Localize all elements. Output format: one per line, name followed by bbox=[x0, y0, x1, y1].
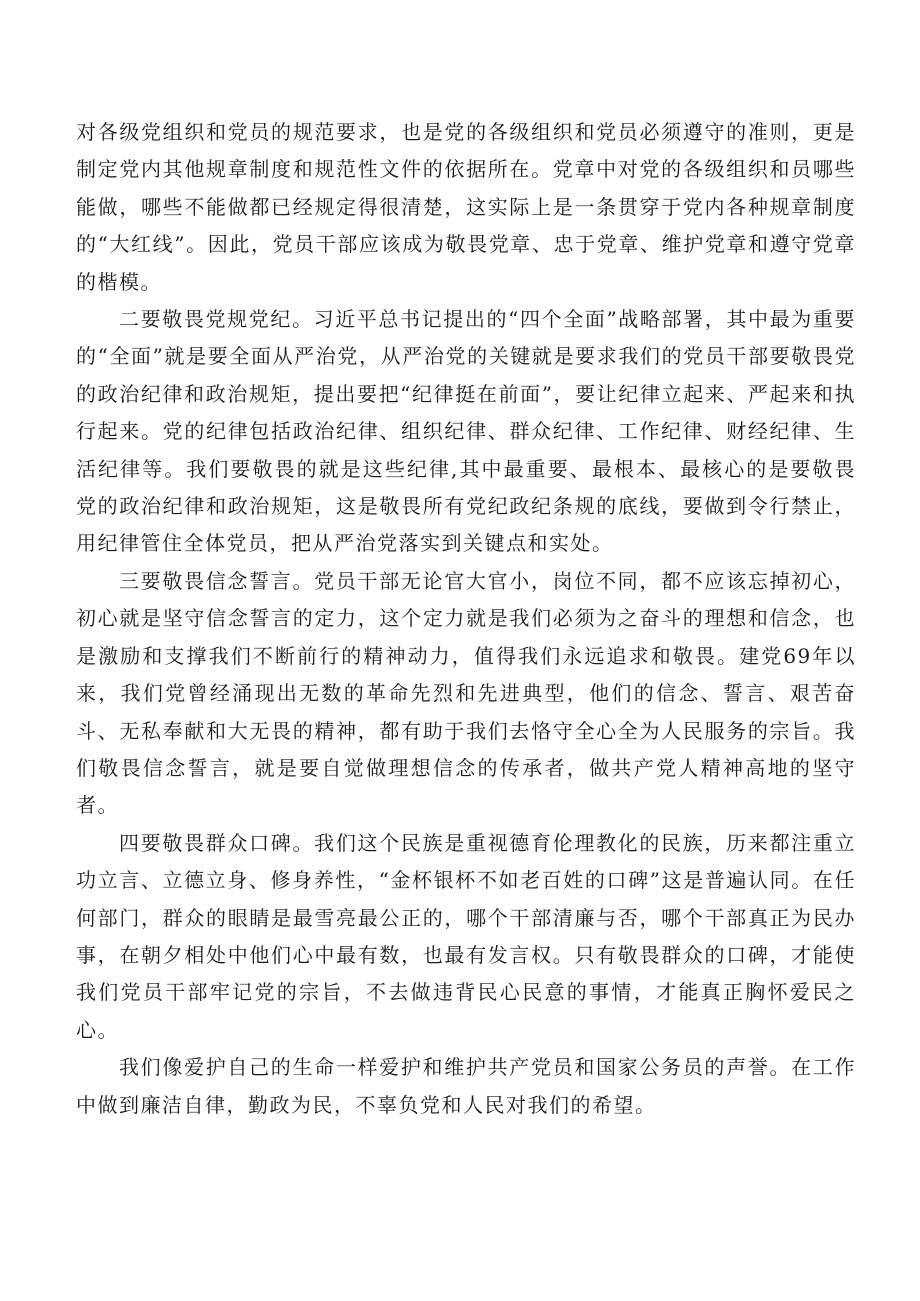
paragraph-continuation: 对各级党组织和党员的规范要求，也是党的各级组织和党员必须遵守的准则，更是制定党内其他规章制度和规范性文件的依据所在。党章中对党的各级组织和员哪些能做，哪些不能做都已经规定得很清楚，这实际上是一条贯穿于党内各种规章制度的“大红线”。因此，党员干部应该成为敬畏党章、忠于党章、维护党章和遵守党章的楷模。 bbox=[76, 120, 856, 294]
paragraph-conclusion: 我们像爱护自己的生命一样爱护和维护共产党员和国家公务员的声誉。在工作中做到廉洁自律，勤政为民，不辜负党和人民对我们的希望。 bbox=[76, 1055, 856, 1117]
paragraph-public-reputation: 四要敬畏群众口碑。我们这个民族是重视德育伦理教化的民族，历来都注重立功立言、立德立身、修身养性，“金杯银杯不如老百姓的口碑”这是普遍认同。在任何部门，群众的眼睛是最雪亮最公正的，哪个干部清廉与否，哪个干部真正为民办事，在朝夕相处中他们心中最有数，也最有发言权。只有敬畏群众的口碑，才能使我们党员干部牢记党的宗旨，不去做违背民心民意的事情，才能真正胸怀爱民之心。 bbox=[76, 830, 856, 1042]
paragraph-party-rules: 二要敬畏党规党纪。习近平总书记提出的“四个全面”战略部署，其中最为重要的“全面”就是要全面从严治党，从严治党的关键就是要求我们的党员干部要敬畏党的政治纪律和政治规矩，提出要把“纪律挺在前面”，要让纪律立起来、严起来和执行起来。党的纪律包括政治纪律、组织纪律、群众纪律、工作纪律、财经纪律、生活纪律等。我们要敬畏的就是这些纪律,其中最重要、最根本、最核心的是要敬畏党的政治纪律和政治规矩，这是敬畏所有党纪政纪条规的底线，要做到令行禁止，用纪律管住全体党员，把从严治党落实到关键点和实处。 bbox=[76, 307, 856, 556]
paragraph-faith-oath: 三要敬畏信念誓言。党员干部无论官大官小，岗位不同，都不应该忘掉初心，初心就是坚守信念誓言的定力，这个定力就是我们必须为之奋斗的理想和信念，也是激励和支撑我们不断前行的精神动力，值得我们永远追求和敬畏。建党69年以来，我们党曾经涌现出无数的革命先烈和先进典型，他们的信念、誓言、艰苦奋斗、无私奉献和大无畏的精神，都有助于我们去恪守全心全为人民服务的宗旨。我们敬畏信念誓言，就是要自觉做理想信念的传承者，做共产党人精神高地的坚守者。 bbox=[76, 568, 856, 818]
document-body bbox=[76, 114, 856, 1124]
